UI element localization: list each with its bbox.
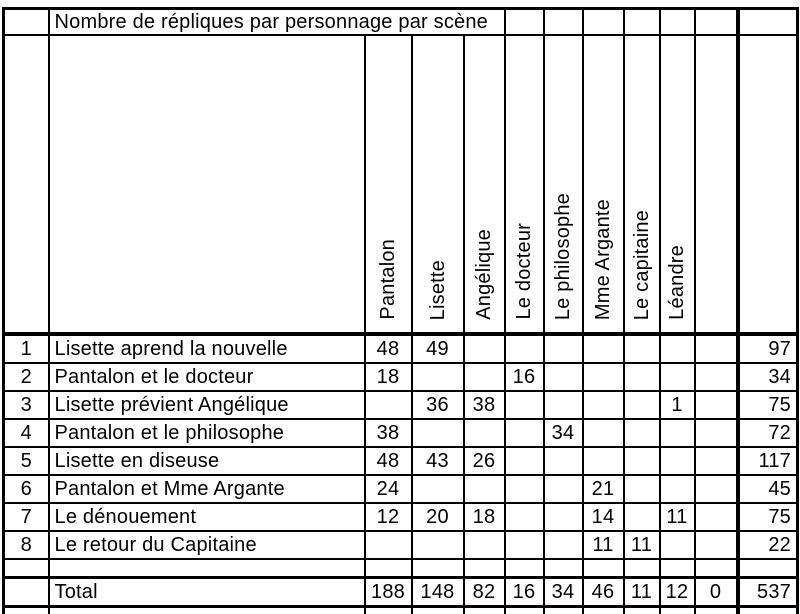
scene-name-cell: Pantalon et le philosophe (49, 419, 365, 447)
value-cell (412, 419, 464, 447)
value-cell (583, 334, 624, 363)
column-header-label: Léandre (666, 245, 688, 320)
value-cell: 1 (660, 391, 695, 419)
value-cell (583, 391, 624, 419)
empty-cell (4, 607, 49, 614)
value-cell (505, 447, 544, 475)
title-row-empty-cell (660, 9, 695, 36)
scene-row (4, 419, 798, 447)
spacer-row (4, 559, 798, 578)
empty-cell (583, 559, 624, 578)
column-header-total-blank (738, 35, 798, 334)
empty-cell (624, 559, 660, 578)
title-row-empty-cell (544, 9, 583, 36)
value-cell: 26 (464, 447, 505, 475)
value-cell (544, 531, 583, 559)
column-header-blank (695, 35, 738, 334)
column-header-label: Angélique (473, 229, 495, 320)
grand-total-cell: 537 (738, 578, 798, 607)
value-cell (412, 475, 464, 503)
column-header-leandre (660, 35, 695, 334)
value-cell (464, 334, 505, 363)
scene-row (4, 363, 798, 391)
title-row (4, 9, 798, 36)
value-cell (624, 363, 660, 391)
value-cell (695, 475, 738, 503)
value-cell (505, 334, 544, 363)
total-value-cell: 12 (660, 578, 695, 607)
value-cell: 34 (544, 419, 583, 447)
scene-name-cell: Lisette prévient Angélique (49, 391, 365, 419)
value-cell (544, 363, 583, 391)
scene-row (4, 334, 798, 363)
row-number-cell: 6 (4, 475, 49, 503)
empty-cell (4, 559, 49, 578)
scene-name-cell: Lisette en diseuse (49, 447, 365, 475)
value-cell (505, 391, 544, 419)
empty-cell (738, 559, 798, 578)
scene-row (4, 531, 798, 559)
value-cell: 48 (365, 334, 412, 363)
scene-row (4, 391, 798, 419)
total-value-cell: 46 (583, 578, 624, 607)
row-total-cell: 34 (738, 363, 798, 391)
row-total-cell: 45 (738, 475, 798, 503)
row-total-cell: 97 (738, 334, 798, 363)
empty-cell (49, 607, 365, 614)
column-header-le-philosophe (544, 35, 583, 334)
row-total-cell: 117 (738, 447, 798, 475)
value-cell (583, 419, 624, 447)
column-header-le-docteur (505, 35, 544, 334)
value-cell (464, 419, 505, 447)
scene-name-cell: Le retour du Capitaine (49, 531, 365, 559)
value-cell (464, 531, 505, 559)
value-cell: 11 (624, 531, 660, 559)
replicas-per-scene-table (2, 7, 799, 614)
row-number-cell: 7 (4, 503, 49, 531)
row-number-cell: 1 (4, 334, 49, 363)
empty-cell (49, 559, 365, 578)
value-cell (695, 363, 738, 391)
empty-cell (365, 607, 412, 614)
value-cell: 20 (412, 503, 464, 531)
value-cell: 49 (412, 334, 464, 363)
value-cell (583, 363, 624, 391)
value-cell: 38 (365, 419, 412, 447)
value-cell (505, 419, 544, 447)
value-cell: 36 (412, 391, 464, 419)
row-number-cell: 3 (4, 391, 49, 419)
table-title: Nombre de répliques par personnage par scène (49, 9, 505, 36)
row-number-cell: 8 (4, 531, 49, 559)
value-cell (365, 531, 412, 559)
value-cell: 24 (365, 475, 412, 503)
column-header-label: Le philosophe (552, 192, 574, 320)
column-header-label: Pantalon (377, 239, 399, 320)
empty-cell (624, 607, 660, 614)
value-cell (660, 419, 695, 447)
value-cell (624, 419, 660, 447)
empty-cell (505, 559, 544, 578)
empty-cell (695, 559, 738, 578)
partial-row (4, 607, 798, 614)
header-row (4, 35, 798, 334)
total-value-cell: 0 (695, 578, 738, 607)
value-cell (464, 475, 505, 503)
value-cell (695, 447, 738, 475)
scene-row (4, 475, 798, 503)
row-total-cell: 75 (738, 503, 798, 531)
value-cell: 43 (412, 447, 464, 475)
title-row-empty-cell (583, 9, 624, 36)
value-cell (624, 391, 660, 419)
empty-cell (544, 559, 583, 578)
value-cell (624, 334, 660, 363)
empty-cell (412, 607, 464, 614)
scene-name-cell: Lisette aprend la nouvelle (49, 334, 365, 363)
value-cell (660, 334, 695, 363)
row-number-cell: 5 (4, 447, 49, 475)
scene-name-cell: Pantalon et le docteur (49, 363, 365, 391)
total-value-cell: 188 (365, 578, 412, 607)
row-total-cell: 75 (738, 391, 798, 419)
value-cell (412, 531, 464, 559)
value-cell (505, 503, 544, 531)
title-row-empty-cell (505, 9, 544, 36)
empty-cell (738, 607, 798, 614)
value-cell (624, 475, 660, 503)
value-cell: 38 (464, 391, 505, 419)
column-header-mme-argante (583, 35, 624, 334)
scene-row (4, 447, 798, 475)
column-header-label: Lisette (426, 259, 449, 320)
value-cell (583, 447, 624, 475)
total-value-cell: 82 (464, 578, 505, 607)
title-row-empty-cell (695, 9, 738, 36)
value-cell: 48 (365, 447, 412, 475)
column-header-lisette (412, 35, 464, 334)
value-cell: 12 (365, 503, 412, 531)
value-cell: 14 (583, 503, 624, 531)
value-cell (660, 531, 695, 559)
value-cell (624, 503, 660, 531)
total-row (4, 578, 798, 607)
total-row-number-cell (4, 578, 49, 607)
value-cell (695, 419, 738, 447)
scene-row (4, 503, 798, 531)
value-cell (464, 363, 505, 391)
total-value-cell: 34 (544, 578, 583, 607)
value-cell (505, 475, 544, 503)
column-header-label: Mme Argante (592, 198, 614, 320)
value-cell (505, 531, 544, 559)
empty-cell (695, 607, 738, 614)
row-total-cell: 72 (738, 419, 798, 447)
header-corner-cell (4, 35, 49, 334)
title-row-corner-cell (4, 9, 49, 36)
value-cell (544, 334, 583, 363)
value-cell (695, 334, 738, 363)
empty-cell (412, 559, 464, 578)
value-cell (365, 391, 412, 419)
value-cell: 18 (464, 503, 505, 531)
value-cell (412, 363, 464, 391)
value-cell (695, 503, 738, 531)
value-cell (624, 447, 660, 475)
value-cell (660, 447, 695, 475)
scene-name-cell: Pantalon et Mme Argante (49, 475, 365, 503)
total-value-cell: 11 (624, 578, 660, 607)
column-header-label: Le capitaine (630, 209, 653, 320)
row-number-cell: 2 (4, 363, 49, 391)
empty-cell (660, 559, 695, 578)
title-row-empty-cell (624, 9, 660, 36)
value-cell (695, 391, 738, 419)
column-header-label: Le docteur (513, 223, 535, 320)
value-cell: 18 (365, 363, 412, 391)
column-header-le-capitaine (624, 35, 660, 334)
empty-cell (583, 607, 624, 614)
scene-name-cell: Le dénouement (49, 503, 365, 531)
value-cell: 21 (583, 475, 624, 503)
empty-cell (544, 607, 583, 614)
total-value-cell: 148 (412, 578, 464, 607)
value-cell (544, 475, 583, 503)
total-value-cell: 16 (505, 578, 544, 607)
column-header-pantalon (365, 35, 412, 334)
value-cell (660, 363, 695, 391)
empty-cell (660, 607, 695, 614)
value-cell: 16 (505, 363, 544, 391)
value-cell (544, 447, 583, 475)
header-scene-cell (49, 35, 365, 334)
value-cell (544, 391, 583, 419)
value-cell: 11 (583, 531, 624, 559)
total-label: Total (49, 578, 365, 607)
empty-cell (365, 559, 412, 578)
value-cell (660, 475, 695, 503)
row-number-cell: 4 (4, 419, 49, 447)
row-total-cell: 22 (738, 531, 798, 559)
value-cell (544, 503, 583, 531)
empty-cell (505, 607, 544, 614)
value-cell: 11 (660, 503, 695, 531)
empty-cell (464, 559, 505, 578)
value-cell (695, 531, 738, 559)
title-row-empty-cell (738, 9, 798, 36)
empty-cell (464, 607, 505, 614)
column-header-angelique (464, 35, 505, 334)
